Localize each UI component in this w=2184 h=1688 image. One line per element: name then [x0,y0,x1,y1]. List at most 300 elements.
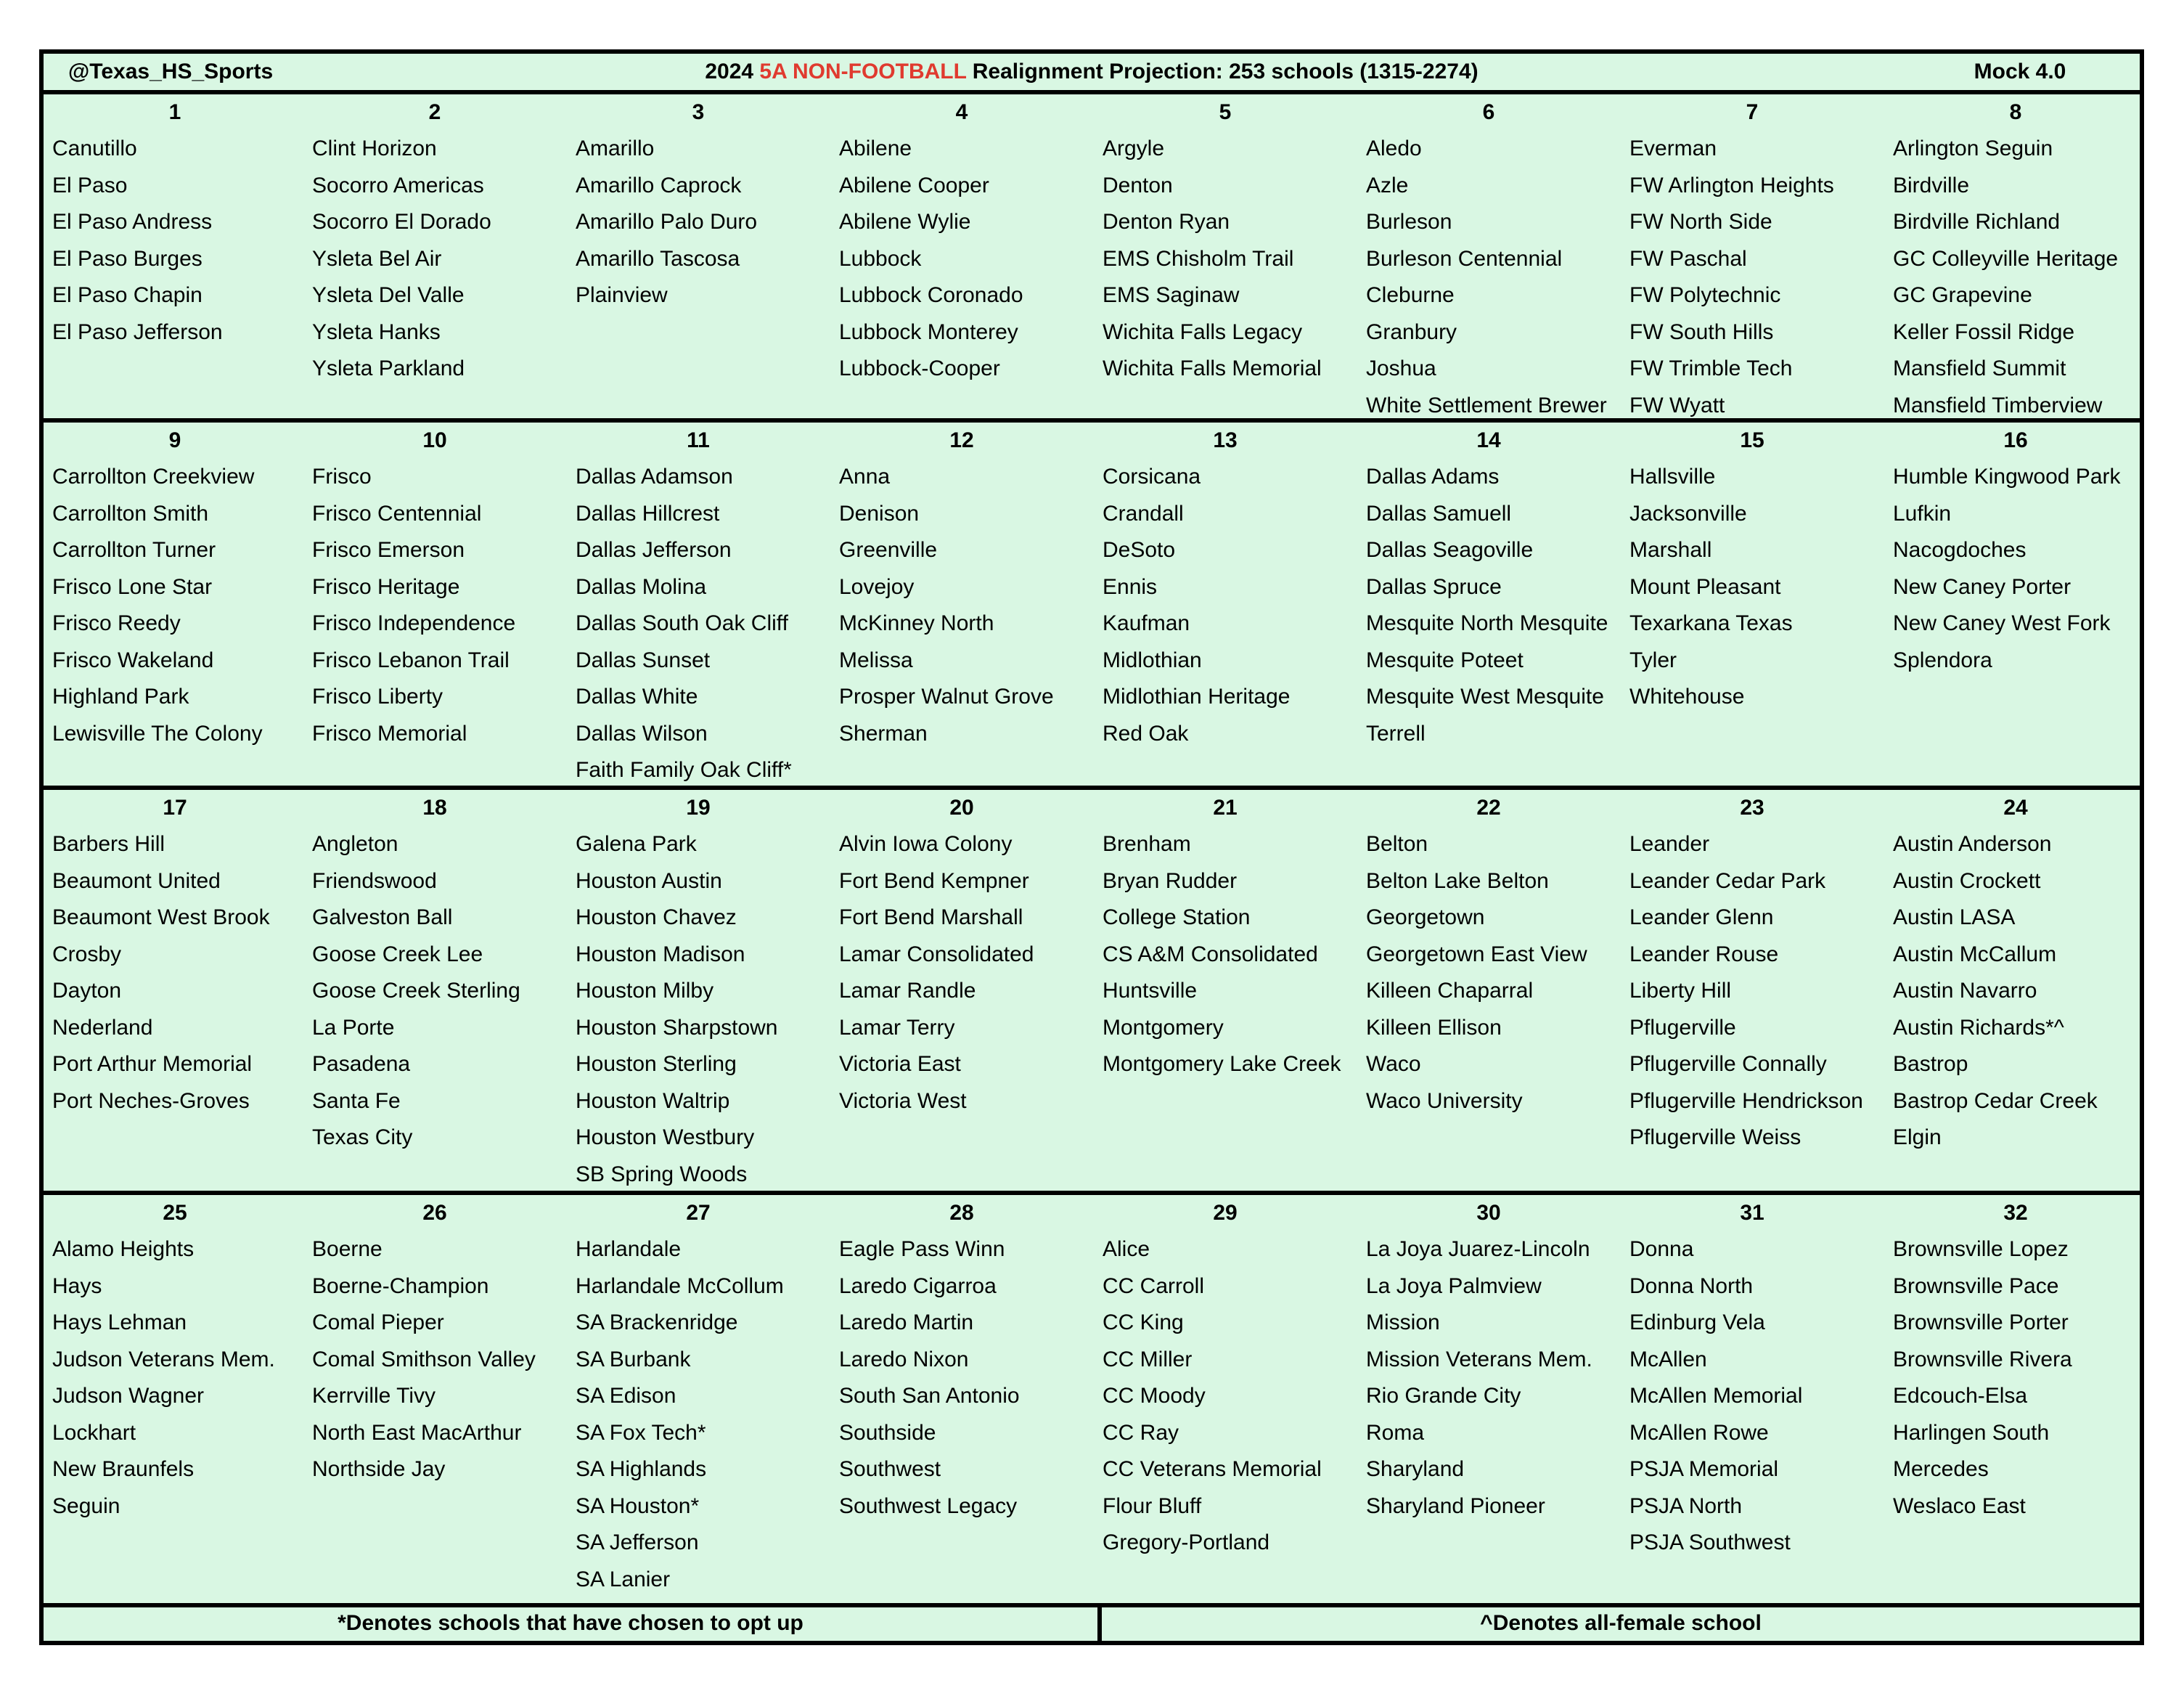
school-name: Canutillo [52,136,137,160]
school-name: Amarillo Palo Duro [576,210,758,234]
school-name: Leander Rouse [1629,942,1779,966]
school-name: Faith Family Oak Cliff* [576,758,792,782]
district-column [567,423,830,789]
school-name: Frisco Liberty [312,685,443,709]
school-name: Mansfield Timberview [1893,393,2103,417]
school-name: Alice [1103,1237,1150,1261]
school-name: Harlandale [576,1237,682,1261]
school-name: Highland Park [52,685,189,709]
district-number: 4 [955,100,968,124]
school-name: Abilene Cooper [839,173,989,197]
school-name: Houston Madison [576,942,745,966]
school-name: Dallas Seagoville [1366,538,1534,562]
school-name: Frisco Lone Star [52,574,213,599]
school-name: Dayton [52,979,122,1003]
school-name: Alvin Iowa Colony [839,832,1013,856]
school-name: Denton [1103,173,1173,197]
school-name: PSJA Memorial [1629,1457,1779,1481]
school-name: PSJA North [1629,1493,1743,1518]
school-name: Amarillo Tascosa [576,246,740,271]
school-name: Barbers Hill [52,832,165,856]
district-number: 32 [2003,1201,2028,1225]
district-column [303,423,566,752]
school-name: New Caney West Fork [1893,611,2111,635]
district-number: 14 [1476,428,1501,452]
school-name: Pflugerville [1629,1015,1736,1040]
district-column [44,423,306,752]
title-row [44,54,2140,90]
school-name: North East MacArthur [312,1420,522,1445]
twitter-handle: @Texas_HS_Sports [68,60,274,83]
school-name: Argyle [1103,136,1165,160]
school-name: Abilene Wylie [839,210,971,234]
school-name: Crosby [52,942,122,966]
school-name: Austin Navarro [1893,979,2037,1003]
district-column [44,790,306,1120]
school-name: Donna [1629,1237,1694,1261]
school-name: Southwest [839,1457,941,1481]
school-name: Port Arthur Memorial [52,1052,253,1076]
school-name: Humble Kingwood Park [1893,465,2121,489]
school-name: Frisco Emerson [312,538,465,562]
school-name: Brownsville Pace [1893,1273,2059,1298]
school-name: Galveston Ball [312,905,453,929]
school-name: CC Carroll [1103,1273,1205,1298]
school-name: Laredo Cigarroa [839,1273,997,1298]
school-name: Lamar Randle [839,979,976,1003]
school-name: Santa Fe [312,1088,401,1113]
school-name: Austin McCallum [1893,942,2057,966]
school-name: White Settlement Brewer [1366,393,1607,417]
school-name: Corsicana [1103,465,1201,489]
school-name: Southwest Legacy [839,1493,1018,1518]
school-name: Georgetown [1366,905,1485,929]
school-name: Frisco Centennial [312,501,482,526]
school-name: SA Brackenridge [576,1310,738,1334]
school-name: Austin Crockett [1893,868,2041,893]
school-name: Mission [1366,1310,1440,1334]
school-name: Lamar Terry [839,1015,955,1040]
school-name: Galena Park [576,832,697,856]
school-name: CC Veterans Memorial [1103,1457,1322,1481]
school-name: Victoria East [839,1052,961,1076]
school-name: Frisco Lebanon Trail [312,648,510,672]
school-name: South San Antonio [839,1384,1020,1408]
district-column [1884,1195,2147,1525]
school-name: Port Neches-Groves [52,1088,250,1113]
school-name: Lewisville The Colony [52,721,263,746]
school-name: Dallas Wilson [576,721,708,746]
school-name: Beaumont United [52,868,221,893]
school-name: Elgin [1893,1125,1942,1149]
page-title [44,54,2140,90]
district-column [1884,94,2147,424]
school-name: Mercedes [1893,1457,1989,1481]
school-name: Mesquite Poteet [1366,648,1524,672]
school-name: Mesquite North Mesquite [1366,611,1608,635]
district-column [1094,423,1357,752]
school-name: CS A&M Consolidated [1103,942,1318,966]
school-name: CC Moody [1103,1384,1206,1408]
school-name: Waco [1366,1052,1421,1076]
school-name: Friendswood [312,868,437,893]
school-name: Birdville [1893,173,1970,197]
title-suffix: Realignment Projection: 253 schools (1315-2274) [966,60,1479,83]
school-name: Houston Chavez [576,905,737,929]
school-name: Everman [1629,136,1717,160]
school-name: Carrollton Smith [52,501,209,526]
district-number: 24 [2003,796,2028,820]
school-name: Comal Pieper [312,1310,444,1334]
district-number: 23 [1740,796,1764,820]
district-number: 16 [2003,428,2028,452]
school-name: Lamar Consolidated [839,942,1034,966]
district-column [830,790,1093,1120]
school-name: Mesquite West Mesquite [1366,685,1604,709]
school-name: Goose Creek Lee [312,942,483,966]
school-name: Amarillo Caprock [576,173,742,197]
school-name: Plainview [576,283,668,307]
school-name: Dallas Jefferson [576,538,732,562]
school-name: Dallas Spruce [1366,574,1502,599]
school-name: FW Wyatt [1629,393,1725,417]
title-prefix: 2024 [705,60,760,83]
school-name: Sharyland [1366,1457,1465,1481]
school-name: Socorro Americas [312,173,484,197]
school-name: Burleson Centennial [1366,246,1563,271]
school-name: Burleson [1366,210,1452,234]
district-number: 31 [1740,1201,1764,1225]
school-name: El Paso Jefferson [52,319,223,344]
school-name: SA Houston* [576,1493,700,1518]
school-name: SA Jefferson [576,1530,699,1554]
school-name: Boerne-Champion [312,1273,489,1298]
school-name: McKinney North [839,611,994,635]
district-column [1621,423,1884,716]
school-name: Whitehouse [1629,685,1745,709]
school-name: Belton [1366,832,1428,856]
mock-version: Mock 4.0 [1974,60,2066,83]
school-name: Comal Smithson Valley [312,1347,536,1371]
school-name: Laredo Martin [839,1310,974,1334]
school-name: Ysleta Del Valle [312,283,465,307]
school-name: Greenville [839,538,938,562]
school-name: Gregory-Portland [1103,1530,1270,1554]
school-name: McAllen Rowe [1629,1420,1769,1445]
district-column [567,1195,830,1598]
school-name: Marshall [1629,538,1712,562]
school-name: Houston Sterling [576,1052,737,1076]
district-column [830,423,1093,752]
district-number: 6 [1482,100,1495,124]
school-name: Tyler [1629,648,1677,672]
school-name: Eagle Pass Winn [839,1237,1005,1261]
school-name: Frisco Reedy [52,611,181,635]
school-name: Dallas Molina [576,574,707,599]
realignment-sheet [39,49,2144,1645]
district-column [830,94,1093,388]
district-number: 11 [687,428,710,452]
district-number: 10 [422,428,447,452]
school-name: Judson Wagner [52,1384,205,1408]
district-column [1094,94,1357,388]
school-name: Bastrop [1893,1052,1968,1076]
school-name: Clint Horizon [312,136,437,160]
school-name: Texas City [312,1125,413,1149]
school-name: Lubbock [839,246,922,271]
school-name: Nacogdoches [1893,538,2026,562]
school-name: Texarkana Texas [1629,611,1793,635]
school-name: Waco University [1366,1088,1523,1113]
school-name: Jacksonville [1629,501,1747,526]
school-name: Houston Austin [576,868,722,893]
school-name: GC Grapevine [1893,283,2032,307]
school-name: Lubbock-Cooper [839,356,1000,380]
school-name: EMS Saginaw [1103,283,1240,307]
district-number: 5 [1219,100,1232,124]
district-number: 21 [1213,796,1238,820]
school-name: Azle [1366,173,1409,197]
school-name: Arlington Seguin [1893,136,2053,160]
school-name: Lubbock Monterey [839,319,1018,344]
school-name: PSJA Southwest [1629,1530,1791,1554]
school-name: Brenham [1103,832,1191,856]
school-name: Laredo Nixon [839,1347,969,1371]
school-name: Dallas Adamson [576,465,733,489]
footer-notes [44,1606,2140,1641]
school-name: Hallsville [1629,465,1716,489]
divider-line [44,786,2140,790]
district-column [567,94,830,314]
school-name: Killeen Chaparral [1366,979,1534,1003]
school-name: Bastrop Cedar Creek [1893,1088,2098,1113]
school-name: Carrollton Turner [52,538,216,562]
district-column [1357,94,1620,424]
school-name: Frisco [312,465,372,489]
school-name: New Braunfels [52,1457,195,1481]
district-column [1094,790,1357,1083]
school-name: Seguin [52,1493,120,1518]
school-name: Melissa [839,648,913,672]
school-name: Splendora [1893,648,1992,672]
school-name: Houston Westbury [576,1125,755,1149]
school-name: Aledo [1366,136,1422,160]
school-name: Northside Jay [312,1457,446,1481]
district-column [1884,423,2147,679]
school-name: SA Edison [576,1384,676,1408]
school-name: La Joya Palmview [1366,1273,1542,1298]
school-name: Carrollton Creekview [52,465,255,489]
school-name: Mission Veterans Mem. [1366,1347,1592,1371]
district-number: 3 [692,100,705,124]
district-column [830,1195,1093,1525]
district-column [1884,790,2147,1157]
district-column [1357,790,1620,1120]
school-name: Abilene [839,136,912,160]
school-name: Fort Bend Kempner [839,868,1029,893]
district-number: 22 [1476,796,1501,820]
divider-line [44,418,2140,423]
school-name: Frisco Memorial [312,721,467,746]
district-number: 25 [163,1201,187,1225]
school-name: Edinburg Vela [1629,1310,1765,1334]
divider-line [44,1191,2140,1195]
school-name: La Joya Juarez-Lincoln [1366,1237,1590,1261]
female-school-note: ^Denotes all-female school [1480,1611,1762,1635]
school-name: Dallas Samuell [1366,501,1512,526]
school-name: Lubbock Coronado [839,283,1023,307]
district-number: 2 [428,100,441,124]
school-name: Austin Richards*^ [1893,1015,2064,1040]
school-name: Fort Bend Marshall [839,905,1023,929]
district-column [44,1195,306,1525]
district-number: 15 [1740,428,1764,452]
school-name: Belton Lake Belton [1366,868,1549,893]
school-name: Bryan Rudder [1103,868,1238,893]
school-name: Kaufman [1103,611,1190,635]
school-name: McAllen [1629,1347,1707,1371]
school-name: Dallas Hillcrest [576,501,720,526]
school-name: GC Colleyville Heritage [1893,246,2119,271]
school-name: El Paso Andress [52,210,213,234]
school-name: Ennis [1103,574,1158,599]
school-name: SA Highlands [576,1457,707,1481]
school-name: Keller Fossil Ridge [1893,319,2075,344]
district-number: 26 [422,1201,447,1225]
school-name: El Paso [52,173,128,197]
school-name: Anna [839,465,891,489]
school-name: Dallas South Oak Cliff [576,611,788,635]
school-name: Austin LASA [1893,905,2016,929]
school-name: Denton Ryan [1103,210,1230,234]
school-name: Brownsville Porter [1893,1310,2069,1334]
district-number: 29 [1213,1201,1238,1225]
school-name: La Porte [312,1015,395,1040]
school-name: Sharyland Pioneer [1366,1493,1545,1518]
school-name: Leander Glenn [1629,905,1774,929]
school-name: Mount Pleasant [1629,574,1781,599]
district-number: 30 [1476,1201,1501,1225]
school-name: Leander Cedar Park [1629,868,1826,893]
school-name: Victoria West [839,1088,967,1113]
school-name: Birdville Richland [1893,210,2061,234]
school-name: Huntsville [1103,979,1198,1003]
school-name: CC Miller [1103,1347,1193,1371]
district-column [44,94,306,351]
district-column [1621,1195,1884,1562]
school-name: Ysleta Bel Air [312,246,442,271]
school-name: FW Arlington Heights [1629,173,1834,197]
school-name: Dallas Adams [1366,465,1500,489]
school-name: Red Oak [1103,721,1189,746]
school-name: CC Ray [1103,1420,1179,1445]
school-name: Donna North [1629,1273,1754,1298]
school-name: Lufkin [1893,501,1952,526]
school-name: Rio Grande City [1366,1384,1521,1408]
school-name: Pflugerville Weiss [1629,1125,1801,1149]
school-name: Socorro El Dorado [312,210,491,234]
school-name: Nederland [52,1015,153,1040]
district-number: 28 [949,1201,974,1225]
school-name: Pasadena [312,1052,411,1076]
school-name: Frisco Heritage [312,574,460,599]
opt-up-note: *Denotes schools that have chosen to opt up [338,1611,803,1635]
school-name: Flour Bluff [1103,1493,1202,1518]
school-name: Houston Milby [576,979,714,1003]
school-name: Denison [839,501,920,526]
school-name: Goose Creek Sterling [312,979,520,1003]
school-name: Georgetown East View [1366,942,1587,966]
school-name: EMS Chisholm Trail [1103,246,1294,271]
school-name: SA Burbank [576,1347,691,1371]
district-number: 13 [1213,428,1238,452]
school-name: McAllen Memorial [1629,1384,1803,1408]
school-name: Midlothian [1103,648,1202,672]
school-name: Brownsville Lopez [1893,1237,2069,1261]
school-name: Harlandale McCollum [576,1273,784,1298]
school-name: DeSoto [1103,538,1176,562]
school-name: Hays [52,1273,102,1298]
district-number: 17 [163,796,187,820]
school-name: FW Polytechnic [1629,283,1781,307]
school-name: Pflugerville Hendrickson [1629,1088,1863,1113]
district-number: 9 [168,428,181,452]
school-name: Lovejoy [839,574,915,599]
school-name: Montgomery [1103,1015,1224,1040]
district-number: 1 [168,100,181,124]
school-name: Hays Lehman [52,1310,187,1334]
school-name: FW Paschal [1629,246,1747,271]
school-name: El Paso Chapin [52,283,203,307]
district-column [303,1195,566,1488]
district-number: 8 [2009,100,2022,124]
district-column [1621,790,1884,1157]
school-name: Joshua [1366,356,1436,380]
school-name: Beaumont West Brook [52,905,270,929]
school-name: FW Trimble Tech [1629,356,1793,380]
school-name: Houston Waltrip [576,1088,730,1113]
school-name: Mansfield Summit [1893,356,2066,380]
district-column [1357,1195,1620,1525]
school-name: Angleton [312,832,398,856]
school-name: Ysleta Hanks [312,319,441,344]
school-name: Weslaco East [1893,1493,2026,1518]
school-name: Dallas White [576,685,698,709]
district-number: 27 [686,1201,711,1225]
school-name: Killeen Ellison [1366,1015,1502,1040]
title-accent: 5A NON-FOOTBALL [759,60,967,83]
school-name: Wichita Falls Memorial [1103,356,1322,380]
school-name: Roma [1366,1420,1425,1445]
school-name: SA Fox Tech* [576,1420,706,1445]
school-name: College Station [1103,905,1251,929]
district-number: 7 [1746,100,1759,124]
school-name: Pflugerville Connally [1629,1052,1827,1076]
school-name: Crandall [1103,501,1184,526]
school-name: FW North Side [1629,210,1772,234]
district-column [1094,1195,1357,1562]
school-name: Montgomery Lake Creek [1103,1052,1341,1076]
school-name: Midlothian Heritage [1103,685,1291,709]
school-name: SB Spring Woods [576,1162,748,1186]
school-name: Liberty Hill [1629,979,1732,1003]
school-name: Edcouch-Elsa [1893,1384,2028,1408]
school-name: Brownsville Rivera [1893,1347,2072,1371]
school-name: Amarillo [576,136,655,160]
district-column [1621,94,1884,424]
school-name: Leander [1629,832,1710,856]
school-name: Frisco Wakeland [52,648,214,672]
